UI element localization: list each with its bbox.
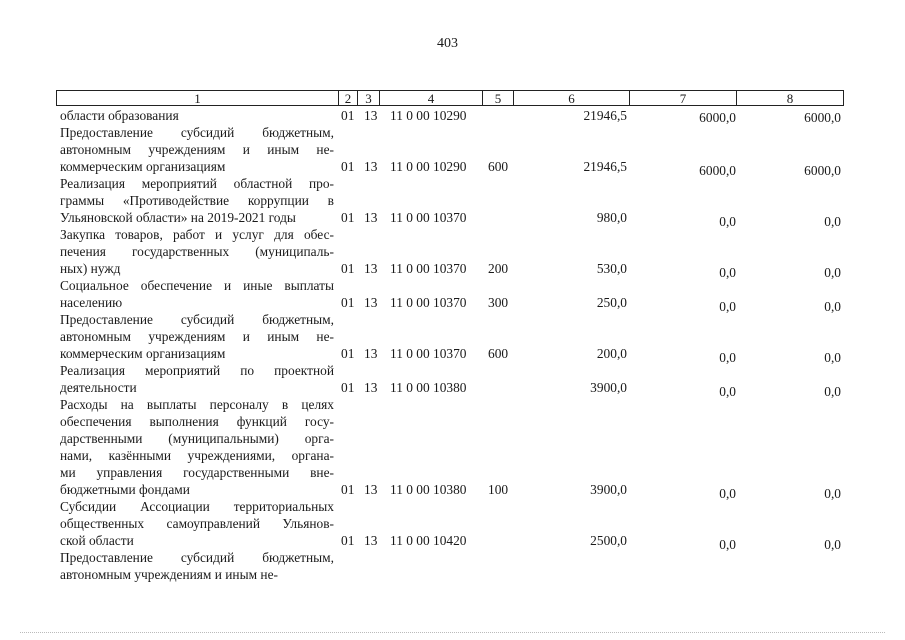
cell-col-6: 21946,5 <box>583 159 627 174</box>
cell-col-5: 600 <box>488 346 509 361</box>
description-line: Расходы на выплаты персоналу в целях <box>60 397 334 412</box>
cell-col-3: 13 <box>364 533 378 548</box>
cell-col-3: 13 <box>364 346 378 361</box>
row-description <box>60 362 334 396</box>
cell-col-6: 3900,0 <box>590 482 627 497</box>
description-line: Закупка товаров, работ и услуг для обес- <box>60 227 334 242</box>
cell-col-5: 200 <box>488 261 509 276</box>
cell-col-4: 11 0 00 10370 <box>390 295 467 310</box>
cell-col-4: 11 0 00 10370 <box>390 261 467 276</box>
description-line: ми управления государственными вне- <box>60 465 334 480</box>
description-line: дарственными (муниципальными) орга- <box>60 431 334 446</box>
cell-col-3: 13 <box>364 261 378 276</box>
cell-col-2: 01 <box>341 210 355 225</box>
cell-col-6: 250,0 <box>596 295 627 310</box>
cell-col-4: 11 0 00 10420 <box>390 533 467 548</box>
cell-col-7: 0,0 <box>719 384 736 399</box>
cell-col-5: 600 <box>488 159 509 174</box>
cell-col-8: 6000,0 <box>804 110 841 125</box>
cell-col-8: 0,0 <box>824 299 841 314</box>
cell-col-3: 13 <box>364 159 378 174</box>
description-line: бюджетными фондами <box>60 482 190 497</box>
cell-col-7: 6000,0 <box>699 110 736 125</box>
row-description <box>60 226 334 277</box>
cell-col-7: 0,0 <box>719 350 736 365</box>
cell-col-6: 530,0 <box>596 261 627 276</box>
description-line: граммы «Противодействие коррупции в <box>60 193 334 208</box>
cell-col-2: 01 <box>341 108 355 123</box>
cell-col-7: 0,0 <box>719 299 736 314</box>
description-line: Реализация мероприятий по проектной <box>60 363 334 378</box>
description-line: деятельности <box>60 380 137 395</box>
description-line: автономным учреждениям и иным не- <box>60 142 334 157</box>
cell-col-3: 13 <box>364 210 378 225</box>
cell-col-4: 11 0 00 10380 <box>390 380 467 395</box>
page-number: 403 <box>437 36 458 51</box>
cell-col-3: 13 <box>364 380 378 395</box>
description-line: общественных самоуправлений Ульянов- <box>60 516 334 531</box>
cell-col-8: 0,0 <box>824 537 841 552</box>
cell-col-2: 01 <box>341 380 355 395</box>
row-description <box>60 498 334 549</box>
cell-col-2: 01 <box>341 533 355 548</box>
description-line: области образования <box>60 108 179 123</box>
description-line: коммерческим организациям <box>60 346 226 361</box>
cell-col-7: 0,0 <box>719 537 736 552</box>
row-description <box>60 124 334 175</box>
cell-col-8: 0,0 <box>824 350 841 365</box>
header-col-4: 4 <box>379 90 483 106</box>
description-line: автономным учреждениям и иным не- <box>60 567 278 582</box>
cell-col-6: 200,0 <box>596 346 627 361</box>
cell-col-2: 01 <box>341 159 355 174</box>
description-line: Предоставление субсидий бюджетным, <box>60 312 334 327</box>
description-line: Реализация мероприятий областной про- <box>60 176 334 191</box>
description-line: Ульяновской области» на 2019-2021 годы <box>60 210 296 225</box>
cell-col-8: 0,0 <box>824 265 841 280</box>
cell-col-7: 0,0 <box>719 214 736 229</box>
description-line: ных) нужд <box>60 261 121 276</box>
row-description <box>60 107 334 124</box>
cell-col-6: 2500,0 <box>590 533 627 548</box>
cell-col-3: 13 <box>364 295 378 310</box>
description-line: населению <box>60 295 123 310</box>
cell-col-6: 3900,0 <box>590 380 627 395</box>
cell-col-8: 0,0 <box>824 486 841 501</box>
description-line: Предоставление субсидий бюджетным, <box>60 125 334 140</box>
cell-col-2: 01 <box>341 261 355 276</box>
cell-col-5: 300 <box>488 295 509 310</box>
cell-col-8: 0,0 <box>824 384 841 399</box>
description-line: обеспечения выполнения функций госу- <box>60 414 334 429</box>
description-line: коммерческим организациям <box>60 159 226 174</box>
header-col-6: 6 <box>513 90 630 106</box>
header-col-5: 5 <box>482 90 514 106</box>
description-line: нами, казёнными учреждениями, органа- <box>60 448 334 463</box>
cell-col-3: 13 <box>364 108 378 123</box>
cell-col-2: 01 <box>341 346 355 361</box>
cell-col-4: 11 0 00 10290 <box>390 159 467 174</box>
cell-col-3: 13 <box>364 482 378 497</box>
description-line: Субсидии Ассоциации территориальных <box>60 499 334 514</box>
cell-col-4: 11 0 00 10380 <box>390 482 467 497</box>
description-line: автономным учреждениям и иным не- <box>60 329 334 344</box>
cell-col-8: 0,0 <box>824 214 841 229</box>
header-col-7: 7 <box>629 90 737 106</box>
cell-col-2: 01 <box>341 295 355 310</box>
cell-col-6: 980,0 <box>596 210 627 225</box>
row-description <box>60 549 334 583</box>
cell-col-6: 21946,5 <box>583 108 627 123</box>
header-col-8: 8 <box>736 90 844 106</box>
description-line: печения государственных (муниципаль- <box>60 244 334 259</box>
row-description <box>60 396 334 498</box>
cell-col-7: 6000,0 <box>699 163 736 178</box>
cell-col-4: 11 0 00 10370 <box>390 210 467 225</box>
cell-col-8: 6000,0 <box>804 163 841 178</box>
row-description <box>60 311 334 362</box>
cell-col-2: 01 <box>341 482 355 497</box>
description-line: Предоставление субсидий бюджетным, <box>60 550 334 565</box>
header-col-1: 1 <box>56 90 339 106</box>
scan-artifact-line <box>20 632 885 633</box>
cell-col-7: 0,0 <box>719 486 736 501</box>
header-col-2: 2 <box>338 90 358 106</box>
row-description <box>60 175 334 226</box>
cell-col-4: 11 0 00 10290 <box>390 108 467 123</box>
header-col-3: 3 <box>357 90 380 106</box>
description-line: ской области <box>60 533 134 548</box>
row-description <box>60 277 334 311</box>
description-line: Социальное обеспечение и иные выплаты <box>60 278 334 293</box>
cell-col-4: 11 0 00 10370 <box>390 346 467 361</box>
cell-col-5: 100 <box>488 482 509 497</box>
cell-col-7: 0,0 <box>719 265 736 280</box>
